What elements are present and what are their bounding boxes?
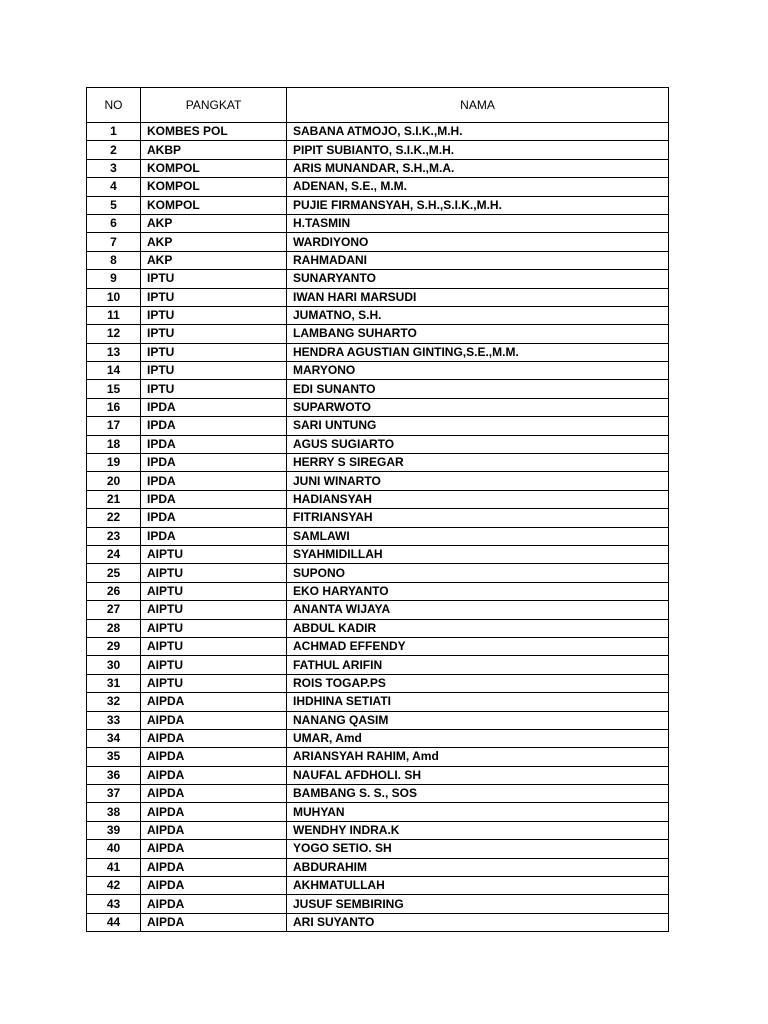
cell-nama: HERRY S SIREGAR [287, 454, 669, 472]
cell-pangkat: AIPDA [141, 877, 287, 895]
table-row [87, 619, 669, 637]
table-row [87, 858, 669, 876]
cell-pangkat: IPTU [141, 270, 287, 288]
cell-pangkat: AIPDA [141, 748, 287, 766]
column-header-no: NO [87, 88, 141, 123]
cell-no: 34 [87, 729, 141, 747]
cell-nama: NAUFAL AFDHOLI. SH [287, 766, 669, 784]
cell-pangkat: IPDA [141, 490, 287, 508]
cell-nama: RAHMADANI [287, 251, 669, 269]
cell-nama: SUPARWOTO [287, 398, 669, 416]
cell-nama: BAMBANG S. S., SOS [287, 785, 669, 803]
cell-no: 37 [87, 785, 141, 803]
cell-nama: WARDIYONO [287, 233, 669, 251]
cell-nama: ARI SUYANTO [287, 913, 669, 931]
cell-pangkat: AIPDA [141, 785, 287, 803]
cell-no: 30 [87, 656, 141, 674]
cell-no: 24 [87, 545, 141, 563]
cell-no: 7 [87, 233, 141, 251]
cell-no: 43 [87, 895, 141, 913]
cell-no: 38 [87, 803, 141, 821]
cell-pangkat: AIPDA [141, 895, 287, 913]
cell-no: 13 [87, 343, 141, 361]
table-row [87, 913, 669, 931]
cell-no: 44 [87, 913, 141, 931]
table-row [87, 325, 669, 343]
cell-pangkat: IPTU [141, 288, 287, 306]
cell-pangkat: AIPTU [141, 545, 287, 563]
cell-no: 2 [87, 141, 141, 159]
cell-no: 31 [87, 674, 141, 692]
cell-no: 9 [87, 270, 141, 288]
cell-no: 41 [87, 858, 141, 876]
table-row [87, 214, 669, 232]
cell-pangkat: AIPDA [141, 729, 287, 747]
cell-nama: H.TASMIN [287, 214, 669, 232]
cell-pangkat: AIPDA [141, 821, 287, 839]
cell-pangkat: KOMBES POL [141, 123, 287, 141]
table-row [87, 766, 669, 784]
cell-pangkat: AIPTU [141, 674, 287, 692]
cell-no: 5 [87, 196, 141, 214]
cell-nama: PUJIE FIRMANSYAH, S.H.,S.I.K.,M.H. [287, 196, 669, 214]
cell-pangkat: IPTU [141, 362, 287, 380]
cell-nama: AKHMATULLAH [287, 877, 669, 895]
cell-nama: SYAHMIDILLAH [287, 545, 669, 563]
cell-no: 21 [87, 490, 141, 508]
cell-no: 12 [87, 325, 141, 343]
cell-nama: MUHYAN [287, 803, 669, 821]
table-row [87, 123, 669, 141]
cell-no: 39 [87, 821, 141, 839]
cell-nama: WENDHY INDRA.K [287, 821, 669, 839]
table-row [87, 362, 669, 380]
cell-pangkat: IPTU [141, 325, 287, 343]
cell-nama: UMAR, Amd [287, 729, 669, 747]
table-row [87, 141, 669, 159]
table-row [87, 178, 669, 196]
cell-pangkat: AIPDA [141, 913, 287, 931]
cell-nama: IHDHINA SETIATI [287, 693, 669, 711]
cell-nama: FATHUL ARIFIN [287, 656, 669, 674]
table-row [87, 711, 669, 729]
table-row [87, 803, 669, 821]
cell-nama: PIPIT SUBIANTO, S.I.K.,M.H. [287, 141, 669, 159]
cell-nama: ARIANSYAH RAHIM, Amd [287, 748, 669, 766]
cell-pangkat: IPDA [141, 509, 287, 527]
table-row [87, 270, 669, 288]
header-row [87, 88, 669, 123]
cell-pangkat: AIPTU [141, 564, 287, 582]
cell-nama: FITRIANSYAH [287, 509, 669, 527]
cell-nama: JUMATNO, S.H. [287, 306, 669, 324]
cell-no: 20 [87, 472, 141, 490]
cell-no: 25 [87, 564, 141, 582]
cell-nama: HADIANSYAH [287, 490, 669, 508]
table-row [87, 196, 669, 214]
cell-pangkat: AKBP [141, 141, 287, 159]
cell-no: 29 [87, 637, 141, 655]
cell-no: 11 [87, 306, 141, 324]
cell-pangkat: AIPTU [141, 656, 287, 674]
cell-no: 1 [87, 123, 141, 141]
cell-pangkat: AIPDA [141, 858, 287, 876]
personnel-table [86, 87, 669, 932]
cell-nama: NANANG QASIM [287, 711, 669, 729]
cell-nama: ANANTA WIJAYA [287, 601, 669, 619]
column-header-pangkat: PANGKAT [141, 88, 287, 123]
cell-nama: SAMLAWI [287, 527, 669, 545]
table-row [87, 582, 669, 600]
cell-no: 8 [87, 251, 141, 269]
table-row [87, 656, 669, 674]
cell-nama: MARYONO [287, 362, 669, 380]
cell-pangkat: KOMPOL [141, 159, 287, 177]
cell-no: 19 [87, 454, 141, 472]
cell-no: 17 [87, 417, 141, 435]
cell-no: 10 [87, 288, 141, 306]
table-row [87, 527, 669, 545]
cell-nama: ROIS TOGAP.PS [287, 674, 669, 692]
cell-no: 42 [87, 877, 141, 895]
cell-no: 3 [87, 159, 141, 177]
cell-no: 23 [87, 527, 141, 545]
cell-pangkat: AIPTU [141, 637, 287, 655]
table-row [87, 306, 669, 324]
cell-pangkat: AIPDA [141, 693, 287, 711]
cell-no: 32 [87, 693, 141, 711]
cell-no: 22 [87, 509, 141, 527]
cell-pangkat: IPTU [141, 306, 287, 324]
table-row [87, 398, 669, 416]
cell-no: 6 [87, 214, 141, 232]
cell-pangkat: IPDA [141, 435, 287, 453]
table-row [87, 895, 669, 913]
table-row [87, 233, 669, 251]
cell-pangkat: AKP [141, 251, 287, 269]
cell-nama: YOGO SETIO. SH [287, 840, 669, 858]
cell-pangkat: AIPTU [141, 582, 287, 600]
table-row [87, 637, 669, 655]
cell-pangkat: AIPDA [141, 803, 287, 821]
table-row [87, 343, 669, 361]
cell-nama: ABDUL KADIR [287, 619, 669, 637]
cell-pangkat: IPDA [141, 454, 287, 472]
table-row [87, 380, 669, 398]
cell-nama: ARIS MUNANDAR, S.H.,M.A. [287, 159, 669, 177]
cell-nama: SUNARYANTO [287, 270, 669, 288]
table-row [87, 472, 669, 490]
table-row [87, 564, 669, 582]
table-header [87, 88, 669, 123]
table-row [87, 840, 669, 858]
cell-nama: SUPONO [287, 564, 669, 582]
cell-pangkat: AKP [141, 233, 287, 251]
cell-no: 15 [87, 380, 141, 398]
cell-nama: JUNI WINARTO [287, 472, 669, 490]
cell-nama: JUSUF SEMBIRING [287, 895, 669, 913]
table-row [87, 490, 669, 508]
cell-no: 28 [87, 619, 141, 637]
cell-no: 40 [87, 840, 141, 858]
table-row [87, 674, 669, 692]
cell-pangkat: IPTU [141, 343, 287, 361]
cell-pangkat: AIPDA [141, 711, 287, 729]
cell-pangkat: IPDA [141, 417, 287, 435]
cell-nama: EDI SUNANTO [287, 380, 669, 398]
cell-nama: AGUS SUGIARTO [287, 435, 669, 453]
cell-pangkat: IPDA [141, 472, 287, 490]
cell-nama: SABANA ATMOJO, S.I.K.,M.H. [287, 123, 669, 141]
column-header-nama: NAMA [287, 88, 669, 123]
table-row [87, 454, 669, 472]
table-row [87, 601, 669, 619]
cell-pangkat: KOMPOL [141, 196, 287, 214]
table-row [87, 159, 669, 177]
table-row [87, 693, 669, 711]
cell-pangkat: IPDA [141, 527, 287, 545]
table-body [87, 123, 669, 932]
cell-nama: SARI UNTUNG [287, 417, 669, 435]
cell-pangkat: AIPTU [141, 601, 287, 619]
cell-pangkat: AIPTU [141, 619, 287, 637]
cell-no: 33 [87, 711, 141, 729]
cell-no: 26 [87, 582, 141, 600]
table-row [87, 821, 669, 839]
cell-pangkat: AIPDA [141, 840, 287, 858]
cell-no: 36 [87, 766, 141, 784]
table-row [87, 877, 669, 895]
cell-pangkat: IPDA [141, 398, 287, 416]
table-row [87, 748, 669, 766]
cell-pangkat: KOMPOL [141, 178, 287, 196]
cell-nama: EKO HARYANTO [287, 582, 669, 600]
cell-pangkat: AIPDA [141, 766, 287, 784]
table-row [87, 509, 669, 527]
cell-no: 27 [87, 601, 141, 619]
table-row [87, 417, 669, 435]
cell-pangkat: AKP [141, 214, 287, 232]
cell-nama: LAMBANG SUHARTO [287, 325, 669, 343]
cell-nama: IWAN HARI MARSUDI [287, 288, 669, 306]
table-row [87, 251, 669, 269]
table-row [87, 288, 669, 306]
table-row [87, 729, 669, 747]
cell-pangkat: IPTU [141, 380, 287, 398]
cell-nama: ABDURAHIM [287, 858, 669, 876]
table-row [87, 785, 669, 803]
cell-nama: ADENAN, S.E., M.M. [287, 178, 669, 196]
cell-no: 18 [87, 435, 141, 453]
cell-no: 35 [87, 748, 141, 766]
table-row [87, 545, 669, 563]
cell-no: 4 [87, 178, 141, 196]
cell-nama: HENDRA AGUSTIAN GINTING,S.E.,M.M. [287, 343, 669, 361]
cell-nama: ACHMAD EFFENDY [287, 637, 669, 655]
cell-no: 14 [87, 362, 141, 380]
table-row [87, 435, 669, 453]
cell-no: 16 [87, 398, 141, 416]
